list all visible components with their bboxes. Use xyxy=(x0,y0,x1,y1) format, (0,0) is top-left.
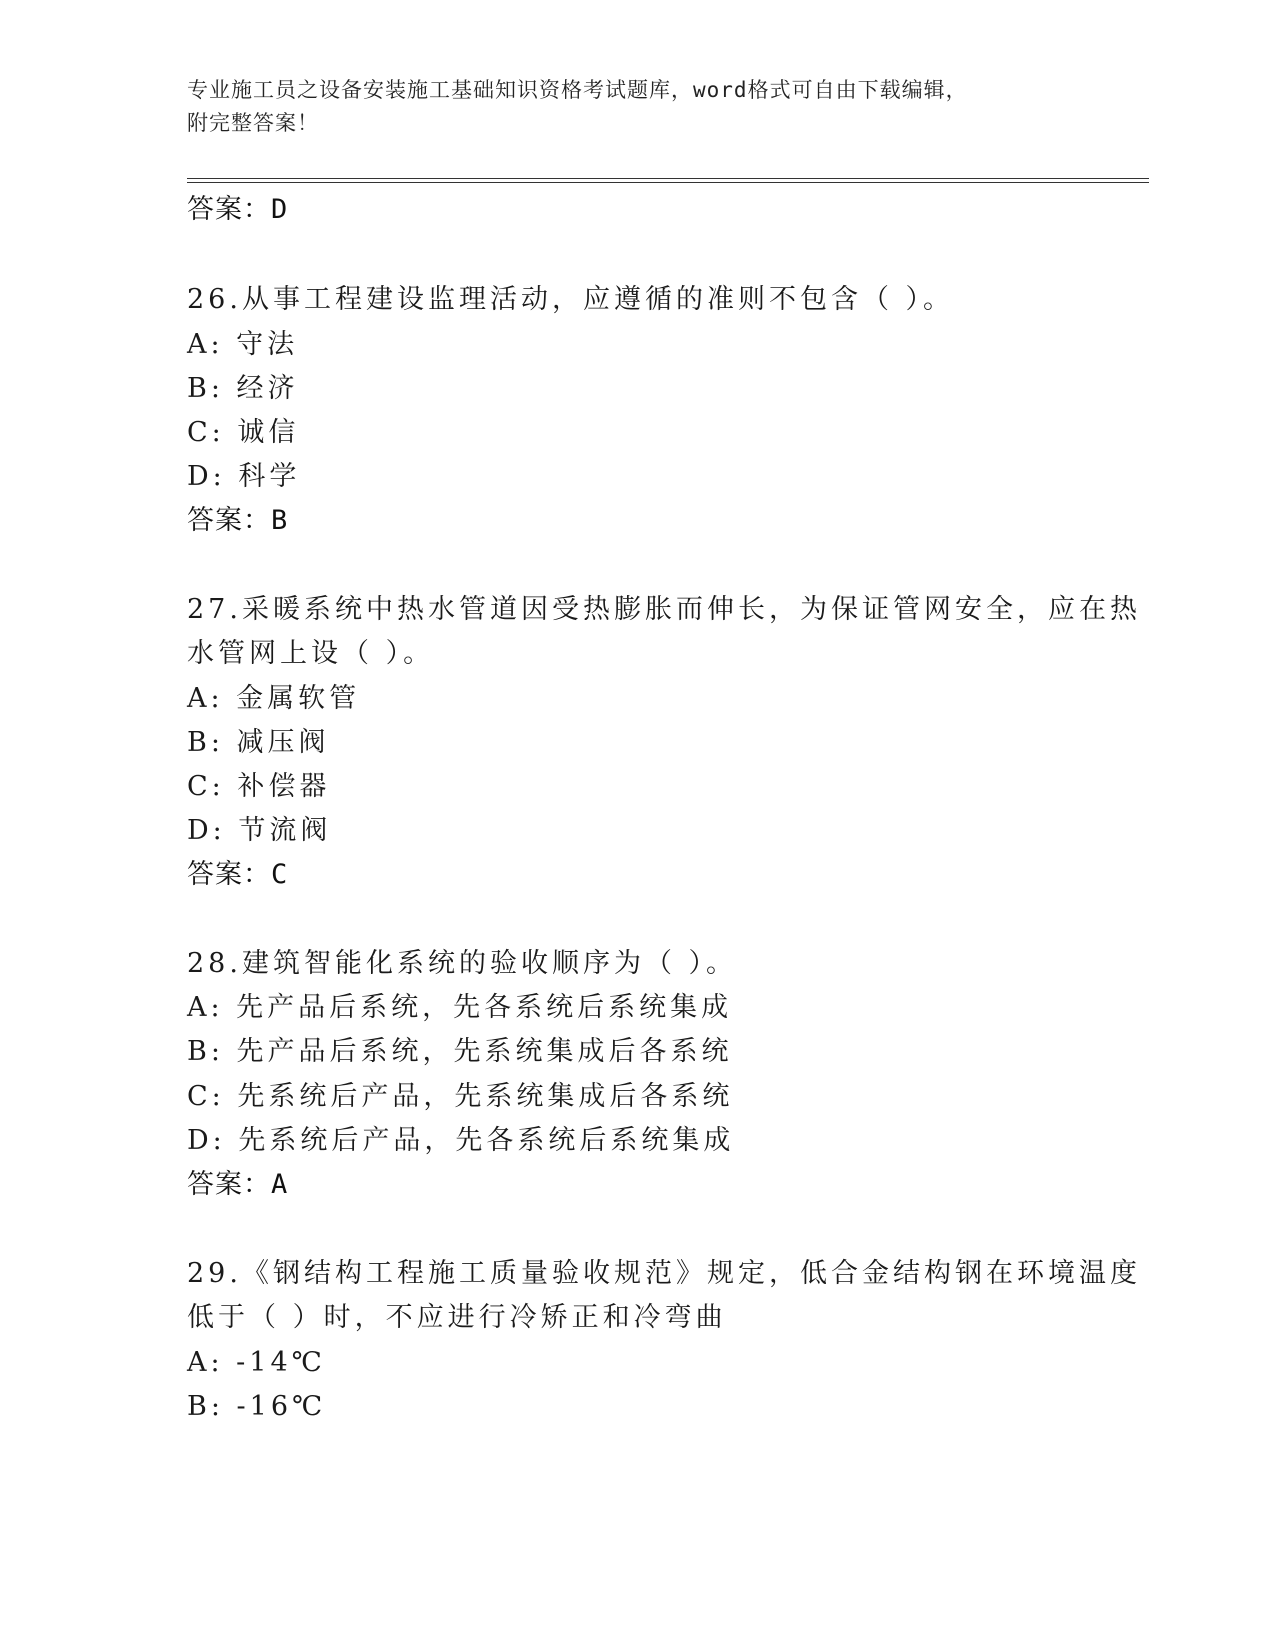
question-26-option-b: B: 经济 xyxy=(187,373,299,404)
question-26-option-c: C: 诚信 xyxy=(187,417,300,448)
header-divider-top xyxy=(187,178,1149,179)
header-line-2: 附完整答案！ xyxy=(187,111,319,135)
question-27-stem-line-2: 水管网上设（ ）。 xyxy=(187,638,435,669)
question-26-stem: 26.从事工程建设监理活动，应遵循的准则不包含（ ）。 xyxy=(187,284,955,315)
question-29-stem-line-2: 低于（ ）时，不应进行冷矫正和冷弯曲 xyxy=(187,1302,727,1333)
question-27-option-b: B: 减压阀 xyxy=(187,727,330,758)
question-29-option-b: B: -16℃ xyxy=(187,1391,327,1422)
header-divider-bottom xyxy=(187,182,1149,183)
question-27-option-d: D: 节流阀 xyxy=(187,815,332,846)
header-line-1: 专业施工员之设备安装施工基础知识资格考试题库，word格式可自由下载编辑， xyxy=(187,78,968,102)
question-26-answer: 答案：B xyxy=(187,505,289,536)
question-28-answer: 答案：A xyxy=(187,1169,289,1200)
question-28-option-c: C: 先系统后产品，先系统集成后各系统 xyxy=(187,1081,734,1112)
header-note xyxy=(187,74,1087,140)
question-27-answer: 答案：C xyxy=(187,859,289,890)
question-28-option-d: D: 先系统后产品，先各系统后系统集成 xyxy=(187,1125,735,1156)
question-29-option-a: A: -14℃ xyxy=(187,1347,326,1378)
answer-label-25: 答案：D xyxy=(187,194,289,225)
question-26-option-a: A: 守法 xyxy=(187,329,299,360)
question-27-option-a: A: 金属软管 xyxy=(187,683,361,714)
question-28-option-b: B: 先产品后系统，先系统集成后各系统 xyxy=(187,1036,733,1067)
question-28-stem: 28.建筑智能化系统的验收顺序为（ ）。 xyxy=(187,948,738,979)
question-26-option-d: D: 科学 xyxy=(187,461,301,492)
question-27-stem-line-1: 27.采暖系统中热水管道因受热膨胀而伸长，为保证管网安全，应在热 xyxy=(187,594,1141,625)
question-29-stem-line-1: 29.《钢结构工程施工质量验收规范》规定，低合金结构钢在环境温度 xyxy=(187,1258,1141,1289)
question-28-option-a: A: 先产品后系统，先各系统后系统集成 xyxy=(187,992,733,1023)
question-27-option-c: C: 补偿器 xyxy=(187,771,331,802)
